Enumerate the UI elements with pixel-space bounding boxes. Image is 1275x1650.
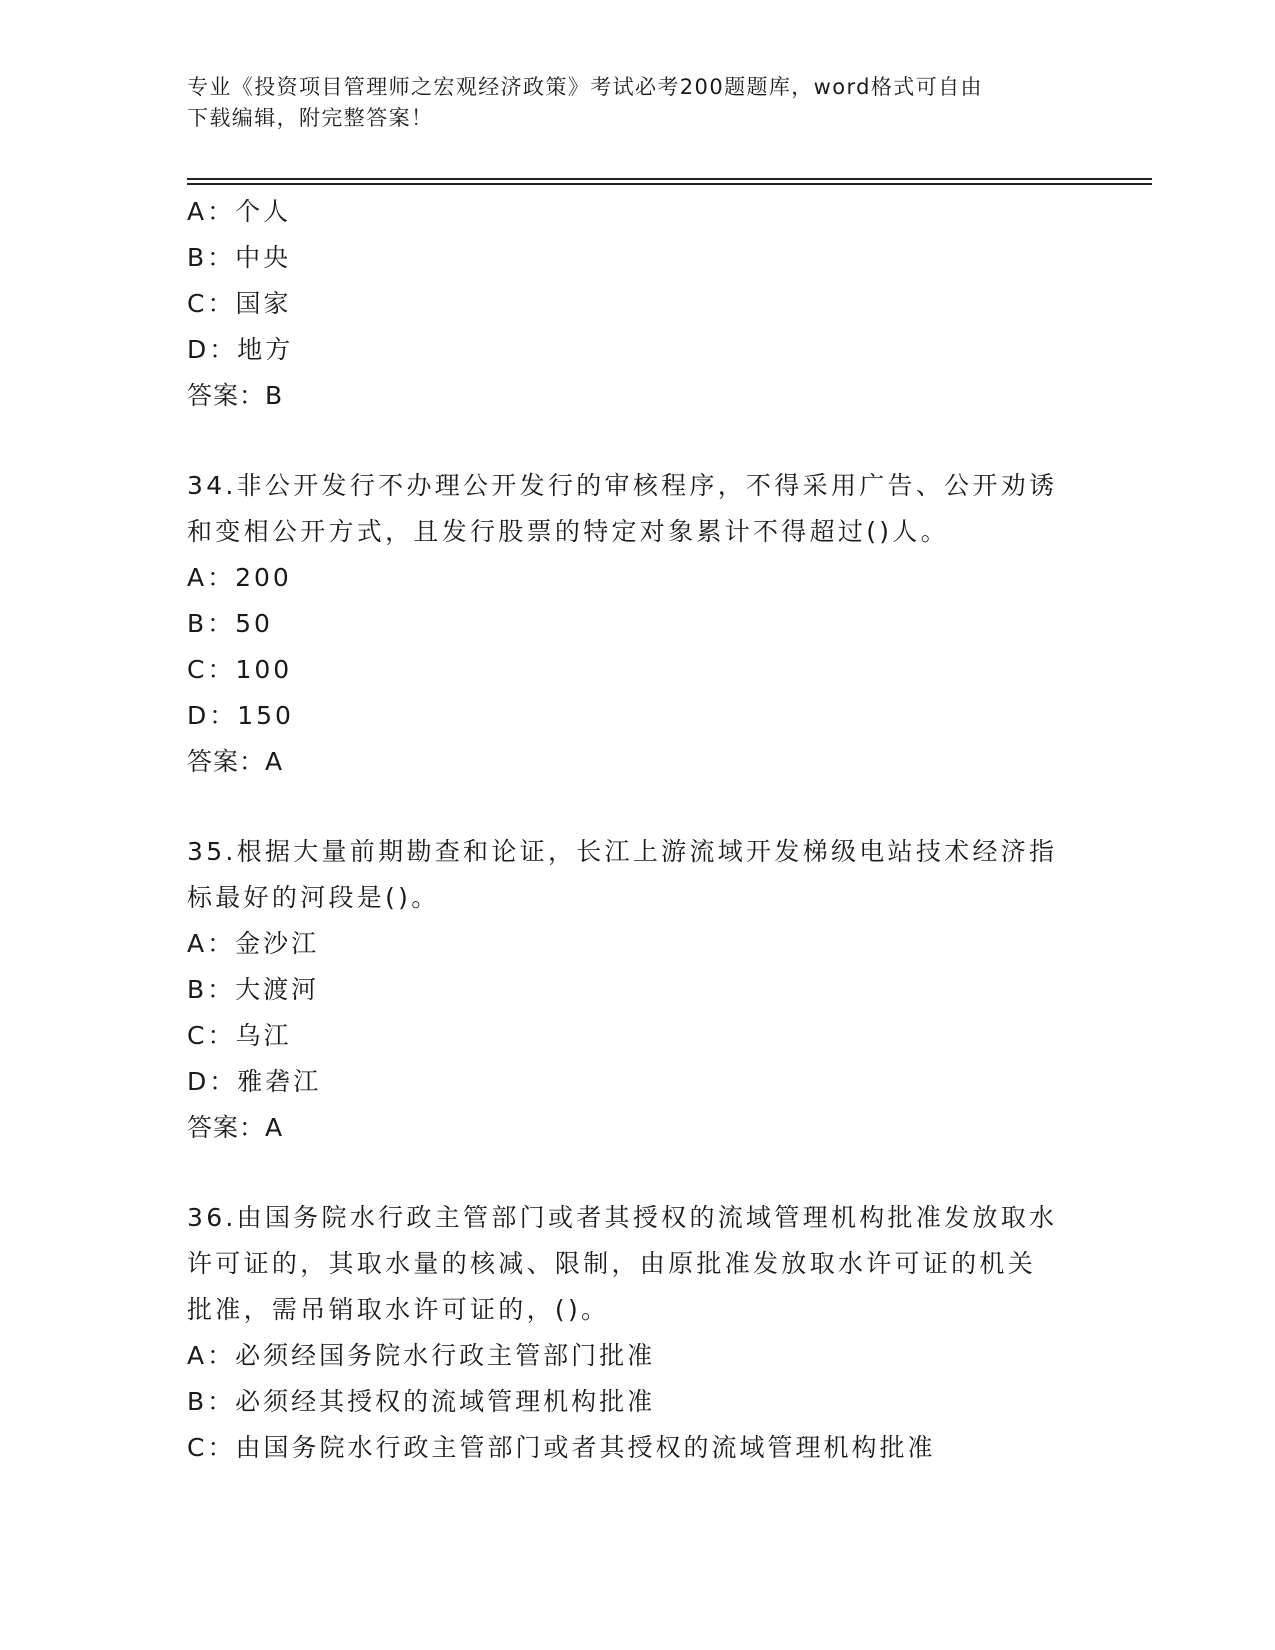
question-text-line: 和变相公开方式，且发行股票的特定对象累计不得超过()人。 <box>187 517 949 546</box>
option-a: A：200 <box>187 563 292 592</box>
option-c: C：100 <box>187 655 293 684</box>
option-b: B：必须经其授权的流域管理机构批准 <box>187 1387 656 1416</box>
option-b: B：50 <box>187 609 273 638</box>
answer-line: 答案：A <box>187 747 284 776</box>
option-c: C：国家 <box>187 289 292 318</box>
question-text-line: 36.由国务院水行政主管部门或者其授权的流域管理机构批准发放取水 <box>187 1203 1058 1232</box>
question-33 <box>187 189 1087 419</box>
answer-line: 答案：A <box>187 1113 284 1142</box>
option-a: A：个人 <box>187 197 292 226</box>
question-text-line: 批准，需吊销取水许可证的，()。 <box>187 1295 610 1324</box>
option-d: D：雅砻江 <box>187 1067 322 1096</box>
option-b: B：大渡河 <box>187 975 320 1004</box>
question-text-line: 34.非公开发行不办理公开发行的审核程序，不得采用广告、公开劝诱 <box>187 471 1058 500</box>
question-text-line: 许可证的，其取水量的核减、限制，由原批准发放取水许可证的机关 <box>187 1249 1037 1278</box>
option-b: B：中央 <box>187 243 292 272</box>
question-36 <box>187 1195 1087 1471</box>
question-34 <box>187 463 1087 785</box>
option-d: D：150 <box>187 701 294 730</box>
header-divider-bottom <box>187 183 1152 185</box>
document-header <box>187 72 1067 134</box>
option-d: D：地方 <box>187 335 294 364</box>
question-text-line: 35.根据大量前期勘查和论证，长江上游流域开发梯级电站技术经济指 <box>187 837 1058 866</box>
option-a: A：金沙江 <box>187 929 320 958</box>
question-35 <box>187 829 1087 1151</box>
option-a: A：必须经国务院水行政主管部门批准 <box>187 1341 656 1370</box>
question-text-line: 标最好的河段是()。 <box>187 883 440 912</box>
spacer <box>187 1151 1087 1195</box>
header-line-2: 下载编辑，附完整答案！ <box>187 106 434 130</box>
option-c: C：乌江 <box>187 1021 292 1050</box>
header-line-1: 专业《投资项目管理师之宏观经济政策》考试必考200题题库，word格式可自由 <box>187 75 983 99</box>
header-divider-top <box>187 178 1152 180</box>
answer-line: 答案：B <box>187 381 284 410</box>
question-list <box>187 189 1087 1471</box>
spacer <box>187 785 1087 829</box>
spacer <box>187 419 1087 463</box>
option-c: C：由国务院水行政主管部门或者其授权的流域管理机构批准 <box>187 1433 936 1462</box>
